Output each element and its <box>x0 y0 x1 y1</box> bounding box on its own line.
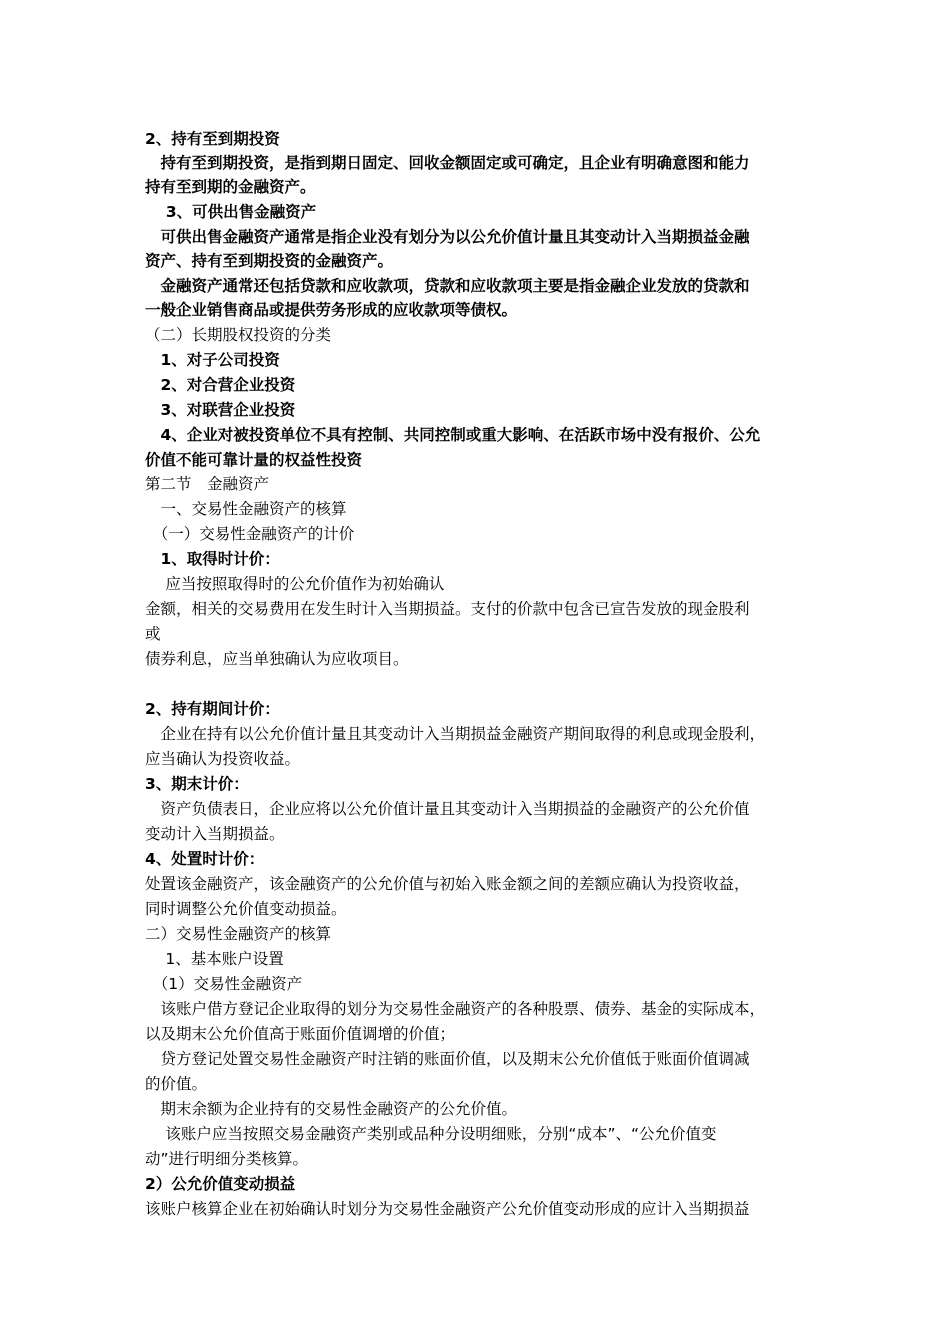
paragraph-line: 一般企业销售商品或提供劳务形成的应收款项等债权。 <box>145 301 518 319</box>
paragraph-line: 持有至到期投资，是指到期日固定、回收金额固定或可确定，且企业有明确意图和能力 <box>145 154 750 172</box>
paragraph-line: 金融资产通常还包括贷款和应收款项，贷款和应收款项主要是指金融企业发放的贷款和 <box>145 277 750 295</box>
paragraph-line: 以及期末公允价值高于账面价值调增的价值； <box>145 1025 456 1043</box>
paragraph-line: 变动计入当期损益。 <box>145 825 285 843</box>
paragraph-line: 可供出售金融资产通常是指企业没有划分为以公允价值计量且其变动计入当期损益金融 <box>145 228 750 246</box>
paragraph-line: 的价值。 <box>145 1075 208 1093</box>
heading-available-for-sale: 3、可供出售金融资产 <box>145 203 317 221</box>
section-heading: 一、交易性金融资产的核算 <box>145 500 347 518</box>
paragraph-line: 动”进行明细分类核算。 <box>145 1150 309 1168</box>
paragraph-line: 资产、持有至到期投资的金融资产。 <box>145 252 394 270</box>
paragraph-line: 该账户核算企业在初始确认时划分为交易性金融资产公允价值变动形成的应计入当期损益 <box>145 1200 750 1218</box>
item-heading: 2）公允价值变动损益 <box>145 1175 296 1193</box>
paragraph-line: 贷方登记处置交易性金融资产时注销的账面价值，以及期末公允价值低于账面价值调减 <box>145 1050 750 1068</box>
subsection-heading: （一）交易性金融资产的计价 <box>145 525 355 543</box>
paragraph-line: 资产负债表日，企业应将以公允价值计量且其变动计入当期损益的金融资产的公允价值 <box>145 800 750 818</box>
subsection-heading: 二）交易性金融资产的核算 <box>145 925 332 943</box>
item-heading: 1、取得时计价： <box>145 550 280 568</box>
item-heading: 1、基本账户设置 <box>145 950 284 968</box>
item-heading: 2、持有期间计价： <box>145 700 280 718</box>
paragraph-line: 或 <box>145 625 161 643</box>
list-item: 4、企业对被投资单位不具有控制、共同控制或重大影响、在活跃市场中没有报价、公允 <box>145 426 761 444</box>
section-heading-equity: （二）长期股权投资的分类 <box>145 326 332 344</box>
paragraph-line: 同时调整公允价值变动损益。 <box>145 900 347 918</box>
heading-held-to-maturity: 2、持有至到期投资 <box>145 130 280 148</box>
paragraph-line: 应当按照取得时的公允价值作为初始确认 <box>145 575 445 593</box>
paragraph-line: 该账户应当按照交易金融资产类别或品种分设明细账，分别“成本”、“公允价值变 <box>145 1125 717 1143</box>
list-item: 3、对联营企业投资 <box>145 401 296 419</box>
paragraph-line: 价值不能可靠计量的权益性投资 <box>145 451 363 469</box>
list-item: 2、对合营企业投资 <box>145 376 296 394</box>
paragraph-line: 企业在持有以公允价值计量且其变动计入当期损益金融资产期间取得的利息或现金股利， <box>145 725 766 743</box>
paragraph-line: 处置该金融资产，该金融资产的公允价值与初始入账金额之间的差额应确认为投资收益， <box>145 875 750 893</box>
paragraph-line: 期末余额为企业持有的交易性金融资产的公允价值。 <box>145 1100 518 1118</box>
paragraph-line: 金额，相关的交易费用在发生时计入当期损益。支付的价款中包含已宣告发放的现金股利 <box>145 600 750 618</box>
blank-line <box>145 672 835 696</box>
item-heading: 3、期末计价： <box>145 775 249 793</box>
paragraph-line: 债券利息，应当单独确认为应收项目。 <box>145 650 409 668</box>
list-item: 1、对子公司投资 <box>145 351 280 369</box>
paragraph-line: 该账户借方登记企业取得的划分为交易性金融资产的各种股票、债券、基金的实际成本， <box>145 1000 766 1018</box>
item-heading: 4、处置时计价： <box>145 850 265 868</box>
item-heading: （1）交易性金融资产 <box>145 975 303 993</box>
paragraph-line: 应当确认为投资收益。 <box>145 750 301 768</box>
chapter-heading: 第二节 金融资产 <box>145 475 270 493</box>
paragraph-line: 持有至到期的金融资产。 <box>145 178 316 196</box>
